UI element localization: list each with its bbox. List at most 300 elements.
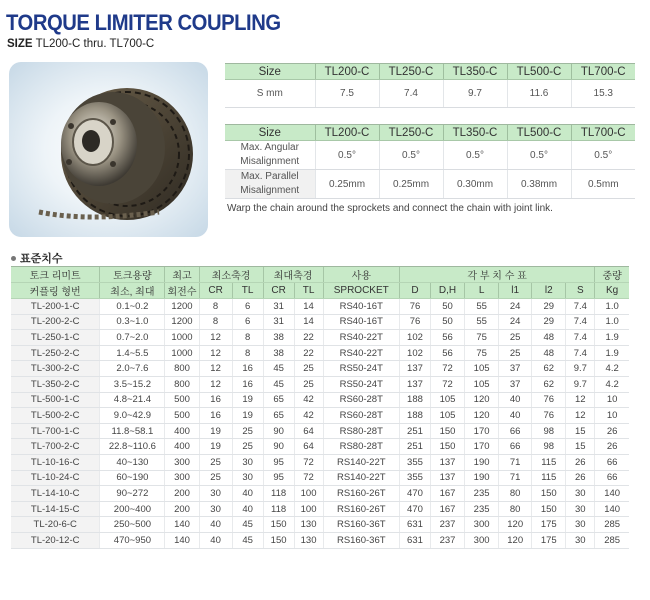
table-cell: 55 bbox=[465, 299, 499, 315]
l2-header: l2 bbox=[532, 283, 566, 299]
min-bore-header: 최소축경 bbox=[199, 267, 263, 283]
table-cell: 76 bbox=[399, 299, 430, 315]
table-cell: 30 bbox=[199, 486, 232, 502]
rpm-header: 최고 bbox=[165, 267, 199, 283]
table-cell: 76 bbox=[532, 392, 566, 408]
table-cell: 40 bbox=[199, 517, 232, 533]
size-header: Size bbox=[225, 125, 315, 141]
size-s-header bbox=[225, 64, 635, 80]
subtitle-prefix: SIZE bbox=[7, 38, 33, 50]
table-cell: 40~130 bbox=[100, 454, 165, 470]
max-cr-header: CR bbox=[263, 283, 294, 299]
section-title-text: 표준치수 bbox=[20, 253, 63, 265]
table-cell: 167 bbox=[430, 486, 464, 502]
table-cell: 1.0 bbox=[595, 314, 629, 330]
table-cell: 237 bbox=[430, 532, 464, 548]
parallel-misalignment-row bbox=[225, 170, 635, 199]
torque-header: 토크용량 bbox=[100, 267, 165, 283]
max-bore-header: 최대축경 bbox=[263, 267, 323, 283]
cell: 0.25mm bbox=[379, 170, 443, 199]
row-label bbox=[225, 141, 315, 170]
size-col-tl250: TL250-C bbox=[379, 125, 443, 141]
size-col-tl500: TL500-C bbox=[507, 125, 571, 141]
table-cell: 285 bbox=[595, 517, 629, 533]
table-cell: 26 bbox=[595, 439, 629, 455]
table-cell: 45 bbox=[263, 361, 294, 377]
table-cell: 200 bbox=[165, 486, 199, 502]
table-cell: 105 bbox=[465, 376, 499, 392]
table-cell: 98 bbox=[532, 423, 566, 439]
table-cell: 75 bbox=[465, 330, 499, 346]
table-cell: 90 bbox=[263, 439, 294, 455]
table-cell: 9.7 bbox=[566, 376, 595, 392]
table-row bbox=[11, 361, 629, 377]
table-cell: 19 bbox=[199, 423, 232, 439]
table-cell: 50 bbox=[430, 299, 464, 315]
table-cell: 26 bbox=[566, 470, 595, 486]
table-cell: 19 bbox=[232, 408, 263, 424]
table-cell: 150 bbox=[430, 423, 464, 439]
table-cell: 631 bbox=[399, 517, 430, 533]
table-cell: 19 bbox=[232, 392, 263, 408]
table-row bbox=[11, 376, 629, 392]
table-cell: 37 bbox=[499, 376, 532, 392]
table-cell: 470 bbox=[399, 501, 430, 517]
model-cell: TL-700-2-C bbox=[11, 439, 100, 455]
table-cell: 1.9 bbox=[595, 345, 629, 361]
cell: 15.3 bbox=[571, 80, 635, 108]
table-row bbox=[11, 330, 629, 346]
table-cell: 100 bbox=[294, 501, 323, 517]
table-cell: RS80-28T bbox=[323, 439, 399, 455]
table-cell: 8 bbox=[232, 330, 263, 346]
product-photo bbox=[9, 62, 208, 237]
page-subtitle bbox=[7, 38, 154, 50]
table-cell: 24 bbox=[499, 314, 532, 330]
table-cell: 1000 bbox=[165, 345, 199, 361]
cell: 7.5 bbox=[315, 80, 379, 108]
table-cell: 150 bbox=[532, 501, 566, 517]
table-cell: 25 bbox=[199, 470, 232, 486]
table-cell: 800 bbox=[165, 376, 199, 392]
table-cell: 25 bbox=[499, 345, 532, 361]
table-cell: 71 bbox=[499, 470, 532, 486]
table-cell: 9.7 bbox=[566, 361, 595, 377]
table-cell: 8 bbox=[199, 314, 232, 330]
table-cell: 250~500 bbox=[100, 517, 165, 533]
table-cell: 137 bbox=[399, 376, 430, 392]
l1-header: l1 bbox=[499, 283, 532, 299]
table-cell: 25 bbox=[294, 361, 323, 377]
table-cell: 0.7~2.0 bbox=[100, 330, 165, 346]
table-cell: 0.1~0.2 bbox=[100, 299, 165, 315]
row-label-line1: Max. Angular bbox=[240, 142, 299, 153]
table-cell: 251 bbox=[399, 423, 430, 439]
misalignment-header bbox=[225, 125, 635, 141]
table-cell: 45 bbox=[263, 376, 294, 392]
cell: 0.38mm bbox=[507, 170, 571, 199]
table-cell: 6 bbox=[232, 299, 263, 315]
table-cell: 102 bbox=[399, 330, 430, 346]
table-row bbox=[11, 423, 629, 439]
table-cell: RS140-22T bbox=[323, 470, 399, 486]
table-cell: 75 bbox=[465, 345, 499, 361]
size-col-tl250: TL250-C bbox=[379, 64, 443, 80]
table-cell: 30 bbox=[566, 486, 595, 502]
table-cell: 130 bbox=[294, 517, 323, 533]
table-cell: 76 bbox=[532, 408, 566, 424]
table-cell: RS160-26T bbox=[323, 501, 399, 517]
table-cell: 25 bbox=[232, 439, 263, 455]
table-cell: 137 bbox=[430, 454, 464, 470]
size-col-tl700: TL700-C bbox=[571, 125, 635, 141]
table-cell: 631 bbox=[399, 532, 430, 548]
table-cell: 9.0~42.9 bbox=[100, 408, 165, 424]
table-cell: 140 bbox=[165, 517, 199, 533]
table-cell: 4.2 bbox=[595, 376, 629, 392]
table-cell: 188 bbox=[399, 392, 430, 408]
table-cell: RS50-24T bbox=[323, 361, 399, 377]
table-cell: 40 bbox=[199, 532, 232, 548]
min-tl-header: TL bbox=[232, 283, 263, 299]
table-cell: 118 bbox=[263, 486, 294, 502]
table-row bbox=[11, 439, 629, 455]
table-cell: 120 bbox=[465, 392, 499, 408]
table-cell: 40 bbox=[232, 501, 263, 517]
table-cell: 25 bbox=[294, 376, 323, 392]
table-cell: RS40-16T bbox=[323, 299, 399, 315]
table-cell: 30 bbox=[566, 501, 595, 517]
table-cell: 150 bbox=[263, 517, 294, 533]
table-cell: 188 bbox=[399, 408, 430, 424]
table-cell: 235 bbox=[465, 486, 499, 502]
table-cell: 105 bbox=[430, 408, 464, 424]
table-cell: 25 bbox=[499, 330, 532, 346]
cell: 0.5° bbox=[443, 141, 507, 170]
section-title bbox=[11, 250, 63, 266]
table-cell: 62 bbox=[532, 376, 566, 392]
table-row bbox=[11, 314, 629, 330]
table-cell: 15 bbox=[566, 439, 595, 455]
weight-header: 중량 bbox=[595, 267, 629, 283]
table-cell: 40 bbox=[499, 408, 532, 424]
table-cell: 25 bbox=[199, 454, 232, 470]
table-cell: 95 bbox=[263, 454, 294, 470]
table-cell: 0.3~1.0 bbox=[100, 314, 165, 330]
table-cell: 25 bbox=[232, 423, 263, 439]
table-cell: 62 bbox=[532, 361, 566, 377]
torque-subheader: 최소, 최대 bbox=[100, 283, 165, 299]
size-col-tl350: TL350-C bbox=[443, 125, 507, 141]
row-label-line2: Misalignment bbox=[240, 156, 300, 167]
table-cell: 150 bbox=[532, 486, 566, 502]
table-cell: 300 bbox=[165, 454, 199, 470]
standard-dimensions-table bbox=[11, 266, 629, 549]
table-cell: RS60-28T bbox=[323, 408, 399, 424]
table-cell: 120 bbox=[465, 408, 499, 424]
cell: 0.5° bbox=[315, 141, 379, 170]
table-cell: 190 bbox=[465, 470, 499, 486]
table-cell: 29 bbox=[532, 314, 566, 330]
cell: 11.6 bbox=[507, 80, 571, 108]
table-cell: 115 bbox=[532, 454, 566, 470]
table-cell: 200 bbox=[165, 501, 199, 517]
page-title: TORQUE LIMITER COUPLING bbox=[6, 10, 281, 35]
row-label-line1: Max. Parallel bbox=[240, 171, 299, 182]
size-header: Size bbox=[225, 64, 315, 80]
model-cell: TL-20-6-C bbox=[11, 517, 100, 533]
table-cell: 500 bbox=[165, 392, 199, 408]
cell: 0.5° bbox=[507, 141, 571, 170]
dh-header: D,H bbox=[430, 283, 464, 299]
table-cell: 12 bbox=[199, 330, 232, 346]
row-label: S mm bbox=[225, 80, 315, 108]
table-cell: 42 bbox=[294, 392, 323, 408]
table-cell: 200~400 bbox=[100, 501, 165, 517]
table-cell: 1200 bbox=[165, 299, 199, 315]
table-cell: 80 bbox=[499, 486, 532, 502]
table-cell: 65 bbox=[263, 392, 294, 408]
table-cell: 14 bbox=[294, 314, 323, 330]
table-cell: 12 bbox=[566, 408, 595, 424]
table-row bbox=[11, 470, 629, 486]
table-cell: RS160-26T bbox=[323, 486, 399, 502]
table-cell: 29 bbox=[532, 299, 566, 315]
table-cell: 31 bbox=[263, 314, 294, 330]
model-cell: TL-14-10-C bbox=[11, 486, 100, 502]
table-cell: 14 bbox=[294, 299, 323, 315]
kg-header: Kg bbox=[595, 283, 629, 299]
table-cell: 140 bbox=[595, 486, 629, 502]
table-cell: 90 bbox=[263, 423, 294, 439]
model-cell: TL-14-15-C bbox=[11, 501, 100, 517]
table-cell: 7.4 bbox=[566, 299, 595, 315]
table-cell: 16 bbox=[232, 376, 263, 392]
table-cell: 470 bbox=[399, 486, 430, 502]
table-cell: 7.4 bbox=[566, 330, 595, 346]
table-cell: 72 bbox=[294, 470, 323, 486]
model-cell: TL-250-2-C bbox=[11, 345, 100, 361]
torque-limiter-coupling-icon bbox=[9, 62, 208, 237]
table-cell: 120 bbox=[499, 517, 532, 533]
table-cell: RS160-36T bbox=[323, 517, 399, 533]
table-cell: 56 bbox=[430, 345, 464, 361]
table-cell: 98 bbox=[532, 439, 566, 455]
table-cell: 150 bbox=[263, 532, 294, 548]
table-cell: 56 bbox=[430, 330, 464, 346]
table-cell: RS60-28T bbox=[323, 392, 399, 408]
table-cell: 251 bbox=[399, 439, 430, 455]
table-cell: 102 bbox=[399, 345, 430, 361]
table-row bbox=[11, 517, 629, 533]
table-cell: 140 bbox=[595, 501, 629, 517]
table-cell: 48 bbox=[532, 330, 566, 346]
table-cell: 72 bbox=[430, 361, 464, 377]
table-cell: 1.0 bbox=[595, 299, 629, 315]
table-cell: 285 bbox=[595, 532, 629, 548]
l-header: L bbox=[465, 283, 499, 299]
assembly-note: Warp the chain around the sprockets and connect the chain with joint link. bbox=[227, 203, 553, 214]
table-row bbox=[11, 486, 629, 502]
table-cell: 71 bbox=[499, 454, 532, 470]
model-cell: TL-200-2-C bbox=[11, 314, 100, 330]
table-cell: 2.0~7.6 bbox=[100, 361, 165, 377]
table-cell: 11.8~58.1 bbox=[100, 423, 165, 439]
model-cell: TL-10-24-C bbox=[11, 470, 100, 486]
subtitle-range: TL200-C thru. TL700-C bbox=[35, 38, 155, 50]
size-col-tl500: TL500-C bbox=[507, 64, 571, 80]
rpm-subheader: 회전수 bbox=[165, 283, 199, 299]
size-col-tl350: TL350-C bbox=[443, 64, 507, 80]
table-cell: 1200 bbox=[165, 314, 199, 330]
bullet-icon bbox=[11, 256, 16, 261]
table-cell: 80 bbox=[499, 501, 532, 517]
size-col-tl700: TL700-C bbox=[571, 64, 635, 80]
table-cell: 118 bbox=[263, 501, 294, 517]
dimensions-header: 각 부 치 수 표 bbox=[399, 267, 594, 283]
table-cell: 26 bbox=[595, 423, 629, 439]
table-cell: 45 bbox=[232, 532, 263, 548]
table-cell: 40 bbox=[499, 392, 532, 408]
table-cell: 4.2 bbox=[595, 361, 629, 377]
table-cell: 190 bbox=[465, 454, 499, 470]
table-cell: 120 bbox=[499, 532, 532, 548]
table-cell: RS140-22T bbox=[323, 454, 399, 470]
table-cell: 105 bbox=[430, 392, 464, 408]
cell: 0.5° bbox=[379, 141, 443, 170]
table-cell: 90~272 bbox=[100, 486, 165, 502]
table-cell: 16 bbox=[199, 408, 232, 424]
table-cell: 38 bbox=[263, 345, 294, 361]
table-row bbox=[11, 454, 629, 470]
table-cell: 65 bbox=[263, 408, 294, 424]
cell: 9.7 bbox=[443, 80, 507, 108]
cell: 0.5mm bbox=[571, 170, 635, 199]
model-cell: TL-350-2-C bbox=[11, 376, 100, 392]
table-cell: 30 bbox=[199, 501, 232, 517]
table-cell: 66 bbox=[499, 423, 532, 439]
table-cell: 115 bbox=[532, 470, 566, 486]
dims-body bbox=[11, 299, 629, 549]
table-cell: 6 bbox=[232, 314, 263, 330]
table-row bbox=[11, 408, 629, 424]
table-cell: 22 bbox=[294, 345, 323, 361]
table-cell: 60~190 bbox=[100, 470, 165, 486]
table-cell: RS80-28T bbox=[323, 423, 399, 439]
table-cell: 22.8~110.6 bbox=[100, 439, 165, 455]
table-cell: 3.5~15.2 bbox=[100, 376, 165, 392]
table-cell: 40 bbox=[232, 486, 263, 502]
misalignment-table bbox=[225, 124, 635, 199]
table-row bbox=[11, 392, 629, 408]
table-cell: 1.9 bbox=[595, 330, 629, 346]
table-cell: 24 bbox=[499, 299, 532, 315]
dims-header-row-1 bbox=[11, 267, 629, 283]
table-cell: 66 bbox=[499, 439, 532, 455]
table-cell: 42 bbox=[294, 408, 323, 424]
row-label-line2: Misalignment bbox=[240, 185, 300, 196]
model-cell: TL-20-12-C bbox=[11, 532, 100, 548]
table-cell: 137 bbox=[399, 361, 430, 377]
table-cell: RS40-22T bbox=[323, 345, 399, 361]
table-cell: 30 bbox=[566, 517, 595, 533]
table-cell: 300 bbox=[465, 532, 499, 548]
table-cell: 64 bbox=[294, 423, 323, 439]
table-row bbox=[11, 345, 629, 361]
table-cell: 26 bbox=[566, 454, 595, 470]
model-header: 토크 리미트 bbox=[11, 267, 100, 283]
table-cell: 1.4~5.5 bbox=[100, 345, 165, 361]
size-col-tl200: TL200-C bbox=[315, 64, 379, 80]
table-cell: 30 bbox=[232, 454, 263, 470]
table-row bbox=[11, 501, 629, 517]
table-cell: 10 bbox=[595, 408, 629, 424]
model-cell: TL-700-1-C bbox=[11, 423, 100, 439]
size-col-tl200: TL200-C bbox=[315, 125, 379, 141]
table-cell: 38 bbox=[263, 330, 294, 346]
table-cell: 8 bbox=[232, 345, 263, 361]
table-cell: 55 bbox=[465, 314, 499, 330]
row-label bbox=[225, 170, 315, 199]
table-cell: 175 bbox=[532, 517, 566, 533]
table-cell: 237 bbox=[430, 517, 464, 533]
table-cell: 175 bbox=[532, 532, 566, 548]
table-cell: 7.4 bbox=[566, 314, 595, 330]
model-cell: TL-250-1-C bbox=[11, 330, 100, 346]
table-cell: 95 bbox=[263, 470, 294, 486]
table-cell: 7.4 bbox=[566, 345, 595, 361]
table-cell: 100 bbox=[294, 486, 323, 502]
model-cell: TL-10-16-C bbox=[11, 454, 100, 470]
table-cell: 66 bbox=[595, 470, 629, 486]
cell: 0.5° bbox=[571, 141, 635, 170]
table-cell: RS50-24T bbox=[323, 376, 399, 392]
model-cell: TL-200-1-C bbox=[11, 299, 100, 315]
table-cell: 105 bbox=[465, 361, 499, 377]
min-cr-header: CR bbox=[199, 283, 232, 299]
table-cell: RS40-16T bbox=[323, 314, 399, 330]
table-cell: 12 bbox=[566, 392, 595, 408]
use-header: 사용 bbox=[323, 267, 399, 283]
table-cell: 30 bbox=[232, 470, 263, 486]
table-cell: 31 bbox=[263, 299, 294, 315]
model-subheader: 커플링 형번 bbox=[11, 283, 100, 299]
table-cell: 72 bbox=[430, 376, 464, 392]
table-cell: 137 bbox=[430, 470, 464, 486]
table-cell: 12 bbox=[199, 376, 232, 392]
table-cell: 470~950 bbox=[100, 532, 165, 548]
table-cell: 22 bbox=[294, 330, 323, 346]
table-cell: RS40-22T bbox=[323, 330, 399, 346]
table-cell: 76 bbox=[399, 314, 430, 330]
table-cell: 50 bbox=[430, 314, 464, 330]
table-cell: 235 bbox=[465, 501, 499, 517]
table-cell: 48 bbox=[532, 345, 566, 361]
s-mm-row bbox=[225, 80, 635, 108]
table-cell: 130 bbox=[294, 532, 323, 548]
table-cell: 12 bbox=[199, 361, 232, 377]
table-cell: 140 bbox=[165, 532, 199, 548]
max-tl-header: TL bbox=[294, 283, 323, 299]
table-cell: 16 bbox=[232, 361, 263, 377]
table-cell: 19 bbox=[199, 439, 232, 455]
table-cell: 400 bbox=[165, 439, 199, 455]
table-cell: 72 bbox=[294, 454, 323, 470]
table-row bbox=[11, 532, 629, 548]
cell: 7.4 bbox=[379, 80, 443, 108]
table-cell: 1000 bbox=[165, 330, 199, 346]
table-cell: 45 bbox=[232, 517, 263, 533]
